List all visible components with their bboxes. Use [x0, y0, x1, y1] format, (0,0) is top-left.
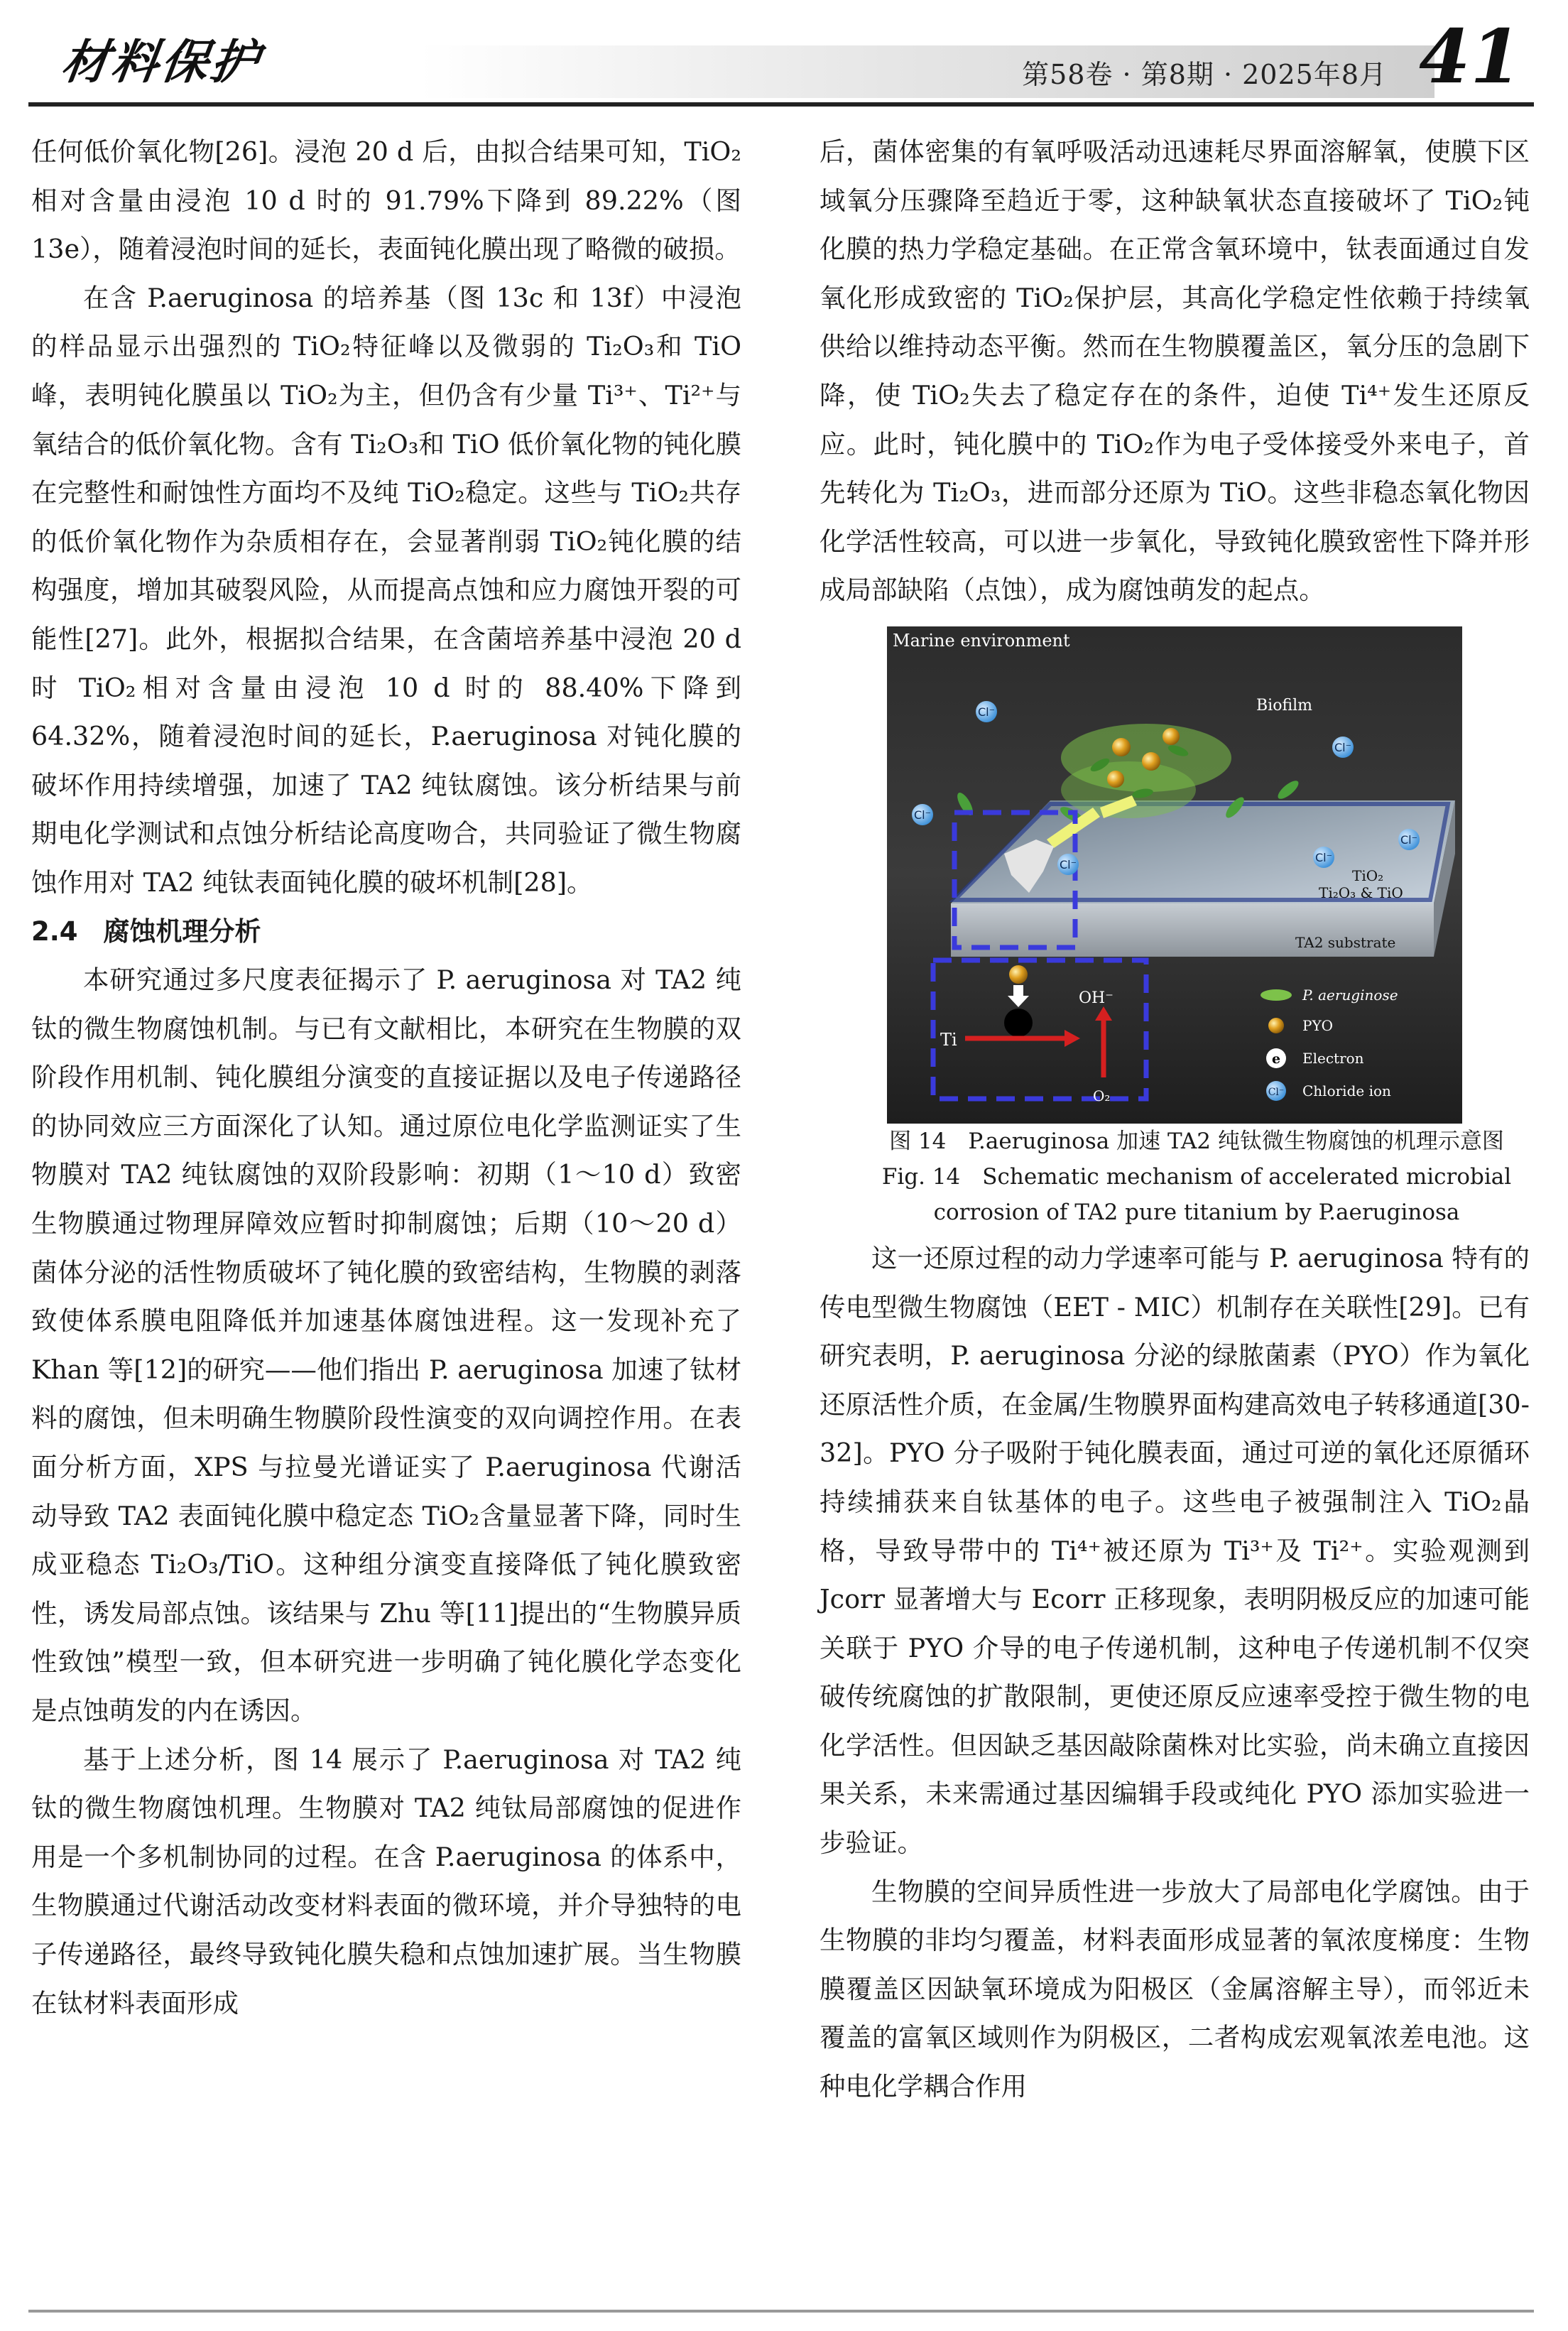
figure-caption-en-line2: corrosion of TA2 pure titanium by P.aeruginosa — [933, 1199, 1460, 1225]
section-number: 2.4 — [31, 915, 78, 947]
pyo-icon — [1268, 1018, 1284, 1033]
svg-text:Cl⁻: Cl⁻ — [1400, 832, 1418, 847]
label-oh: OH⁻ — [1079, 989, 1114, 1007]
svg-text:e: e — [1271, 1050, 1281, 1067]
paragraph: 任何低价氧化物[26]。浸泡 20 d 后，由拟合结果可知，TiO₂相对含量由浸泡 10 d 时的 91.79%下降到 89.22%（图 13e），随着浸泡时间的延长，表面钝化膜出现了略微的破损。 — [31, 136, 741, 265]
svg-text:Cl⁻: Cl⁻ — [913, 808, 932, 822]
label-biofilm: Biofilm — [1256, 696, 1313, 714]
label-suboxides: Ti₂O₃ & TiO — [1319, 884, 1403, 901]
svg-text:Cl⁻: Cl⁻ — [1334, 740, 1352, 754]
paragraph: 本研究通过多尺度表征揭示了 P. aeruginosa 对 TA2 纯钛的微生物腐蚀机制。与已有文献相比，本研究在生物膜的双阶段作用机制、钝化膜组分演变的直接证据以及电子传递路径的协同效应三方面深化了认知。通过原位电化学监测证实了生物膜对 TA2 纯钛腐蚀的双阶段影响：初期（1～10 d）致密生物膜通过物理屏障效应暂时抑制腐蚀；后期（10～20 d）菌体分泌的活性物质破坏了钝化膜的致密结构，生物膜的剥落致使体系膜电阻降低并加速基体腐蚀进程。这一发现补充了 Khan 等[12]的研究——他们指出 P. aeruginosa 加速了钛材料的腐蚀，但未明确生物膜阶段性演变的双向调控作用。在表面分析方面，XPS 与拉曼光谱证实了 P.aeruginosa 代谢活动导致 TA2 表面钝化膜中稳定态 TiO₂含量显著下降，同时生成亚稳态 Ti₂O₃/TiO。这种组分演变直接降低了钝化膜致密性，诱发局部点蚀。该结果与 Zhu 等[11]提出的“生物膜异质性致蚀”模型一致，但本研究进一步明确了钝化膜化学态变化是点蚀萌发的内在诱因。 — [31, 965, 741, 1726]
issue-info: 第58卷 · 第8期 · 2025年8月 — [1022, 59, 1387, 90]
paragraph: 生物膜的空间异质性进一步放大了局部电化学腐蚀。由于生物膜的非均匀覆盖，材料表面形成显著的氧浓度梯度：生物膜覆盖区因缺氧环境成为阳极区（金属溶解主导），而邻近未覆盖的富氧区域则作为阴极区，二者构成宏观氧浓差电池。这种电化学耦合作用 — [820, 1876, 1530, 2102]
label-ti: Ti — [940, 1029, 957, 1050]
bacterium-icon — [1261, 989, 1292, 1001]
svg-text:Chloride ion: Chloride ion — [1302, 1082, 1391, 1099]
page-header — [0, 0, 1568, 107]
figure-caption-cn: 图 14 P.aeruginosa 加速 TA2 纯钛微生物腐蚀的机理示意图 — [889, 1128, 1504, 1154]
svg-text:Cl⁻: Cl⁻ — [977, 705, 996, 719]
label-tio2: TiO₂ — [1352, 866, 1384, 884]
svg-text:Electron: Electron — [1302, 1049, 1364, 1067]
section-title: 腐蚀机理分析 — [103, 915, 261, 947]
label-o2: O₂ — [1093, 1087, 1111, 1104]
page-number: 41 — [1419, 13, 1522, 100]
schematic-svg — [887, 626, 1462, 1124]
svg-text:PYO: PYO — [1302, 1016, 1334, 1034]
footer-rule — [28, 2310, 1534, 2313]
journal-logo: 材料保护 — [58, 34, 265, 89]
svg-text:P. aeruginose: P. aeruginose — [1302, 986, 1398, 1004]
paragraph: 基于上述分析，图 14 展示了 P.aeruginosa 对 TA2 纯钛的微生物腐蚀机理。生物膜对 TA2 纯钛局部腐蚀的促进作用是一个多机制协同的过程。在含 P.aeruginosa 的体系中，生物膜通过代谢活动改变材料表面的微环境，并介导独特的电子传递路径，最终导致钝化膜失稳和点蚀加速扩展。当生物膜在钛材料表面形成 — [31, 1744, 741, 2018]
paragraph: 在含 P.aeruginosa 的培养基（图 13c 和 13f）中浸泡的样品显示出强烈的 TiO₂特征峰以及微弱的 Ti₂O₃和 TiO 峰，表明钝化膜虽以 TiO₂为主，但仍含有少量 Ti³⁺、Ti²⁺与氧结合的低价氧化物。含有 Ti₂O₃和 TiO 低价氧化物的钝化膜在完整性和耐蚀性方面均不及纯 TiO₂稳定。这些与 TiO₂共存的低价氧化物作为杂质相存在，会显著削弱 TiO₂钝化膜的结构强度，增加其破裂风险，从而提高点蚀和应力腐蚀开裂的可能性[27]。此外，根据拟合结果，在含菌培养基中浸泡 20 d 时 TiO₂相对含量由浸泡 10 d 时的 88.40%下降到 64.32%，随着浸泡时间的延长，P.aeruginosa 对钝化膜的破坏作用持续增强，加速了 TA2 纯钛腐蚀。该分析结果与前期电化学测试和点蚀分析结论高度吻合，共同验证了微生物腐蚀作用对 TA2 纯钛表面钝化膜的破坏机制[28]。 — [31, 282, 741, 898]
label-marine-environment: Marine environment — [893, 630, 1070, 651]
mechanism-schematic — [887, 626, 1462, 1124]
svg-text:Cl⁻: Cl⁻ — [1268, 1086, 1285, 1098]
left-column — [31, 128, 741, 2028]
header-rule — [28, 102, 1534, 107]
svg-text:Cl⁻: Cl⁻ — [1314, 850, 1333, 864]
section-heading — [31, 908, 741, 957]
paragraph: 后，菌体密集的有氧呼吸活动迅速耗尽界面溶解氧，使膜下区域氧分压骤降至趋近于零，这种缺氧状态直接破坏了 TiO₂钝化膜的热力学稳定基础。在正常含氧环境中，钛表面通过自发氧化形成致密的 TiO₂保护层，其高化学稳定性依赖于持续氧供给以维持动态平衡。然而在生物膜覆盖区，氧分压的急剧下降，使 TiO₂失去了稳定存在的条件，迫使 Ti⁴⁺发生还原反应。此时，钝化膜中的 TiO₂作为电子受体接受外来电子，首先转化为 Ti₂O₃，进而部分还原为 TiO。这些非稳态氧化物因化学活性较高，可以进一步氧化，导致钝化膜致密性下降并形成局部缺陷（点蚀），成为腐蚀萌发的起点。 — [820, 136, 1530, 606]
paragraph: 这一还原过程的动力学速率可能与 P. aeruginosa 特有的传电型微生物腐蚀（EET - MIC）机制存在关联性[29]。已有研究表明，P. aeruginosa 分泌的绿脓菌素（PYO）作为氧化还原活性介质，在金属/生物膜界面构建高效电子转移通道[30-32]。PYO 分子吸附于钝化膜表面，通过可逆的氧化还原循环持续捕获来自钛基体的电子。这些电子被强制注入 TiO₂晶格，导致导带中的 Ti⁴⁺被还原为 Ti³⁺及 Ti²⁺。实验观测到 Jcorr 显著增大与 Ecorr 正移现象，表明阴极反应的加速可能关联于 PYO 介导的电子传递机制，这种电子传递机制不仅突破传统腐蚀的扩散限制，更使还原反应速率受控于微生物的电化学活性。但因缺乏基因敲除菌株对比实验，尚未确立直接因果关系，未来需通过基因编辑手段或纯化 PYO 添加实验进一步验证。 — [820, 1242, 1530, 1859]
figure-caption-en-line1: Fig. 14 Schematic mechanism of accelerated microbial — [881, 1163, 1512, 1190]
svg-text:Cl⁻: Cl⁻ — [1059, 857, 1077, 871]
figure-14 — [820, 626, 1530, 1230]
label-substrate: TA2 substrate — [1295, 933, 1396, 951]
right-column — [820, 128, 1530, 2112]
